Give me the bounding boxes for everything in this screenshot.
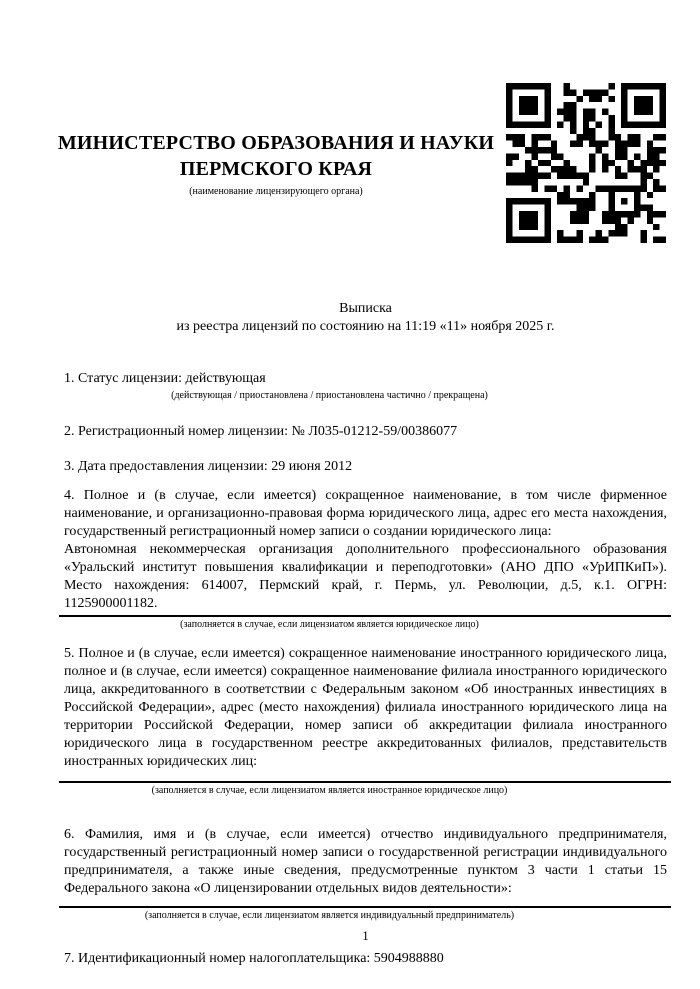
item-5-caption: (заполняется в случае, если лицензиатом является иностранное юридическое лицо) (151, 785, 508, 796)
document-body (64, 300, 667, 968)
item-4-legal-entity-heading: 4. Полное и (в случае, если имеется) сокращенное наименование, в том числе фирменное наименование, и организационно-правовая форма юридического лица, адрес его места нахождения, государственный регистрационный номер записи о создании юридического лица: (64, 488, 667, 539)
item-6-entrepreneur-heading: 6. Фамилия, имя и (в случае, если имеется) отчество индивидуального предпринимателя, государственный регистрационный номер записи о государственной регистрации индивидуального предпринимателя, а также иные сведения, предусмотренные пунктом 3 части 1 статьи 15 Федерального закона «О лицензировании отдельных видов деятельности»: (64, 827, 667, 896)
fill-in-rule-1 (59, 615, 671, 617)
ministry-caption: (наименование лицензирующего органа) (189, 186, 363, 197)
item-1-license-status: 1. Статус лицензии: действующая (64, 371, 266, 386)
item-5-foreign-entity-heading: 5. Полное и (в случае, если имеется) сокращенное наименование иностранного юридического лица, полное и (в случае, если имеется) сокращенное наименование филиала иностранного юридического лица, аккредитованного в соответствии с Федеральным законом «Об иностранных инвестициях в Российской Федерации», адрес (место нахождения) филиала иностранного юридического лица на территории Российской Федерации, номер записи об аккредитации филиала иностранного юридического лица в государственном реестре аккредитованных филиалов, представительств иностранных юридических лиц: (64, 646, 667, 769)
document-title: Выписка (339, 301, 392, 316)
fill-in-rule-3 (59, 906, 671, 908)
ministry-name-line1: МИНИСТЕРСТВО ОБРАЗОВАНИЯ И НАУКИ (57, 132, 495, 154)
ministry-header (40, 130, 512, 198)
blank-fill-space-1 (64, 771, 667, 779)
item-2-registration-number: 2. Регистрационный номер лицензии: № Л035-01212-59/00386077 (64, 424, 458, 439)
item-6-caption: (заполняется в случае, если лицензиатом является индивидуальный предприниматель) (144, 910, 515, 921)
item-4-caption: (заполняется в случае, если лицензиатом является юридическое лицо) (180, 619, 479, 630)
item-7-taxpayer-number: 7. Идентификационный номер налогоплательщика: 5904988880 (64, 951, 444, 966)
item-1-caption: (действующая / приостановлена / приостановлена частично / прекращена) (171, 390, 488, 401)
fill-in-rule-2 (59, 781, 671, 783)
qr-code (506, 83, 666, 243)
item-4-legal-entity-value: Автономная некоммерческая организация дополнительного профессионального образования «Уральский институт повышения квалификации и переподготовки» (АНО ДПО «УрИПКиП»). Место нахождения: 614007, Пермский край, г. Пермь, ул. Революции, д.5, к.1. ОГРН: 1125900001182. (64, 542, 667, 611)
ministry-name-line2: ПЕРМСКОГО КРАЯ (179, 158, 373, 180)
item-3-grant-date: 3. Дата предоставления лицензии: 29 июня 2012 (64, 459, 353, 474)
blank-fill-space-2 (64, 898, 667, 904)
document-subtitle: из реестра лицензий по состоянию на 11:19 «11» ноября 2025 г. (176, 319, 555, 334)
page-number: 1 (362, 928, 369, 943)
